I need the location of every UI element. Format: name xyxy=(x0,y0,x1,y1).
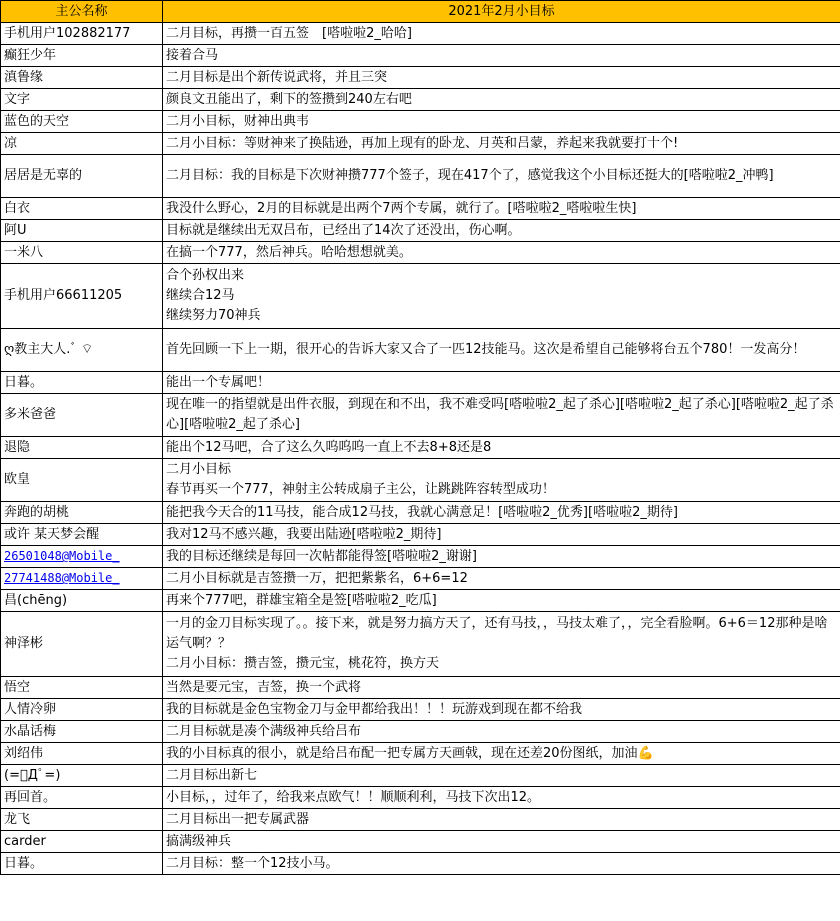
goal-cell xyxy=(163,394,840,437)
table-row xyxy=(1,721,840,743)
goal-cell xyxy=(163,220,840,242)
goal-cell xyxy=(163,590,840,612)
table-row xyxy=(1,372,840,394)
table-row xyxy=(1,853,840,875)
goal-cell xyxy=(163,677,840,699)
table-row xyxy=(1,45,840,67)
goal-cell xyxy=(163,743,840,765)
lord-name-cell: 悟空 xyxy=(1,677,163,699)
goal-text: 二月目标，再攒一百五签 [嗒啦啦2_哈哈] xyxy=(166,25,412,41)
goal-cell xyxy=(163,67,840,89)
header-row xyxy=(1,1,840,23)
table-row xyxy=(1,677,840,699)
goal-text: 能把我今天合的11马技，能合成12马技，我就心满意足！[嗒啦啦2_优秀][嗒啦啦2_期待] xyxy=(166,504,678,520)
table-row xyxy=(1,329,840,372)
goal-cell xyxy=(163,437,840,459)
lord-name-cell: ღ教主大人.ﾞ ⌔ xyxy=(1,329,163,372)
lord-name-cell: 日暮。 xyxy=(1,372,163,394)
table-row xyxy=(1,89,840,111)
lord-name-cell: 滇鲁缘 xyxy=(1,67,163,89)
goal-cell xyxy=(163,89,840,111)
table-row xyxy=(1,743,840,765)
lord-name-cell: 阿U xyxy=(1,220,163,242)
lord-name-cell: 神泽彬 xyxy=(1,612,163,677)
goal-text: 首先回顾一下上一期，很开心的告诉大家又合了一匹12技能马。这次是希望自己能够将台五个780！一发高分！ xyxy=(166,342,806,357)
goal-text: 接着合马 xyxy=(166,47,219,63)
lord-name-cell: 手机用户66611205 xyxy=(1,264,163,329)
table-row xyxy=(1,220,840,242)
lord-name-cell: 日暮。 xyxy=(1,853,163,875)
goal-cell xyxy=(163,831,840,853)
goal-text: 目标就是继续出无双吕布，已经出了14次了还没出，伤心啊。 xyxy=(166,222,521,238)
goal-cell xyxy=(163,329,840,372)
goal-text: 我的小目标真的很小，就是给吕布配一把专属方天画戟，现在还差20份图纸，加油💪 xyxy=(166,745,654,761)
goal-text: 二月目标出新七 xyxy=(166,767,258,783)
goal-cell xyxy=(163,721,840,743)
lord-name-link[interactable]: 27741488@Mobile_ xyxy=(4,571,120,585)
goal-cell xyxy=(163,787,840,809)
table-row xyxy=(1,831,840,853)
goal-text: 二月小目标，财神出典韦 xyxy=(166,113,310,129)
goal-text: 我的目标就是金色宝物金刀与金甲都给我出！！！玩游戏到现在都不给我 xyxy=(166,701,583,717)
goal-text: 在搞一个777，然后神兵。哈哈想想就美。 xyxy=(166,244,412,260)
goal-text: 二月目标：我的目标是下次财神攒777个签子，现在417个了，感觉我这个小目标还挺大的[嗒啦啦2_冲鸭] xyxy=(166,168,774,183)
table-row xyxy=(1,765,840,787)
goal-cell xyxy=(163,111,840,133)
table-row xyxy=(1,155,840,198)
lord-name-cell: 一米八 xyxy=(1,242,163,264)
table-row xyxy=(1,264,840,329)
goal-cell xyxy=(163,612,840,677)
lord-name-cell: 刘绍伟 xyxy=(1,743,163,765)
goal-cell xyxy=(163,23,840,45)
lord-name-link[interactable]: 26501048@Mobile_ xyxy=(4,549,120,563)
table-row xyxy=(1,437,840,459)
goal-cell xyxy=(163,133,840,155)
lord-name-cell: 龙飞 xyxy=(1,809,163,831)
table-row xyxy=(1,590,840,612)
goal-text: 二月目标就是凑个满级神兵给吕布 xyxy=(166,723,362,739)
goal-cell xyxy=(163,372,840,394)
goal-text: 我的目标还继续是每回一次帖都能得签[嗒啦啦2_谢谢] xyxy=(166,548,477,564)
lord-name-cell: 或许 某天梦会醒 xyxy=(1,524,163,546)
goal-cell xyxy=(163,568,840,590)
lord-name-cell: 奔跑的胡桃 xyxy=(1,502,163,524)
goal-cell xyxy=(163,809,840,831)
goal-text: 当然是要元宝，吉签，换一个武将 xyxy=(166,679,362,695)
table-row xyxy=(1,23,840,45)
lord-name-cell: 凉 xyxy=(1,133,163,155)
lord-name-cell[interactable] xyxy=(1,568,163,590)
goal-cell xyxy=(163,765,840,787)
header-lord-name: 主公名称 xyxy=(1,1,163,23)
lord-name-cell: 白衣 xyxy=(1,198,163,220)
lord-name-cell: 退隐 xyxy=(1,437,163,459)
goal-text: 搞满级神兵 xyxy=(166,833,232,849)
table-row xyxy=(1,612,840,677)
table-row xyxy=(1,133,840,155)
table-row xyxy=(1,787,840,809)
goal-cell xyxy=(163,459,840,502)
goal-cell xyxy=(163,198,840,220)
goal-text: 现在唯一的指望就是出件衣服，到现在和不出，我不难受吗[嗒啦啦2_起了杀心][嗒啦啦2_起了杀心][嗒啦啦2_起了杀心][嗒啦啦2_起了杀心] xyxy=(166,397,834,432)
goal-text: 颜良文丑能出了，剩下的签攒到240左右吧 xyxy=(166,91,412,107)
goal-text: 二月目标出一把专属武器 xyxy=(166,811,310,827)
table-row xyxy=(1,111,840,133)
lord-name-cell[interactable] xyxy=(1,546,163,568)
lord-name-cell: 人情冷卵 xyxy=(1,699,163,721)
lord-name-cell: 居居是无辜的 xyxy=(1,155,163,198)
goal-cell xyxy=(163,524,840,546)
goal-text: 我没什么野心，2月的目标就是出两个7两个专属，就行了。[嗒啦啦2_嗒啦啦生快] xyxy=(166,200,637,216)
table-row xyxy=(1,546,840,568)
goal-cell xyxy=(163,264,840,329)
table-row xyxy=(1,198,840,220)
goal-text: 能出个12马吧，合了这么久呜呜呜一直上不去8+8还是8 xyxy=(166,439,492,455)
goal-text: 二月目标是出个新传说武将，并且三突 xyxy=(166,69,388,85)
lord-name-cell: 水晶话梅 xyxy=(1,721,163,743)
table-row xyxy=(1,524,840,546)
lord-name-cell: carder xyxy=(1,831,163,853)
table-row xyxy=(1,699,840,721)
header-february-goal: 2021年2月小目标 xyxy=(163,1,840,23)
table-row xyxy=(1,394,840,437)
goal-text: 我对12马不感兴趣，我要出陆逊[嗒啦啦2_期待] xyxy=(166,526,442,542)
lord-name-cell: 多米爸爸 xyxy=(1,394,163,437)
lord-name-cell: (=ﾟДﾟ=) xyxy=(1,765,163,787)
table-row xyxy=(1,67,840,89)
lord-name-cell: 手机用户102882177 xyxy=(1,23,163,45)
table-row xyxy=(1,502,840,524)
lord-name-cell: 蓝色的天空 xyxy=(1,111,163,133)
goal-cell xyxy=(163,546,840,568)
goal-text: 一月的金刀目标实现了。。接下来，就是努力搞方天了，还有马技，，马技太难了，，完全看脸啊。6+6＝12那种是啥运气啊？？ 二月小目标：攒吉签，攒元宝，桃花符，换方天 xyxy=(166,616,828,671)
lord-name-cell: 癫狂少年 xyxy=(1,45,163,67)
goal-cell xyxy=(163,155,840,198)
goal-text: 小目标，，过年了，给我来点欧气！！顺顺利利，马技下次出12。 xyxy=(166,789,541,805)
goal-cell xyxy=(163,45,840,67)
goal-cell xyxy=(163,853,840,875)
lord-name-cell: 昌(chēng) xyxy=(1,590,163,612)
table-row xyxy=(1,809,840,831)
table-row xyxy=(1,568,840,590)
lord-name-cell: 欧皇 xyxy=(1,459,163,502)
lord-name-cell: 文字 xyxy=(1,89,163,111)
table-body xyxy=(1,23,840,875)
table-row xyxy=(1,459,840,502)
goal-text: 二月小目标 春节再买一个777，神射主公转成扇子主公，让跳跳阵容转型成功！ xyxy=(166,462,555,497)
table-row xyxy=(1,242,840,264)
goal-text: 再来个777吧，群雄宝箱全是签[嗒啦啦2_吃瓜] xyxy=(166,592,437,608)
goal-text: 二月小目标就是吉签攒一万，把把紫紫名，6+6=12 xyxy=(166,570,468,586)
lord-name-cell: 再回首。 xyxy=(1,787,163,809)
goal-cell xyxy=(163,242,840,264)
goal-text: 合个孙权出来 继续合12马 继续努力70神兵 xyxy=(166,268,261,323)
goal-text: 能出一个专属吧！ xyxy=(166,374,271,390)
goal-cell xyxy=(163,502,840,524)
goal-text: 二月目标：整一个12技小马。 xyxy=(166,855,339,871)
goal-text: 二月小目标：等财神来了换陆逊，再加上现有的卧龙、月英和吕蒙，养起来我就要打十个! xyxy=(166,135,679,151)
goal-cell xyxy=(163,699,840,721)
